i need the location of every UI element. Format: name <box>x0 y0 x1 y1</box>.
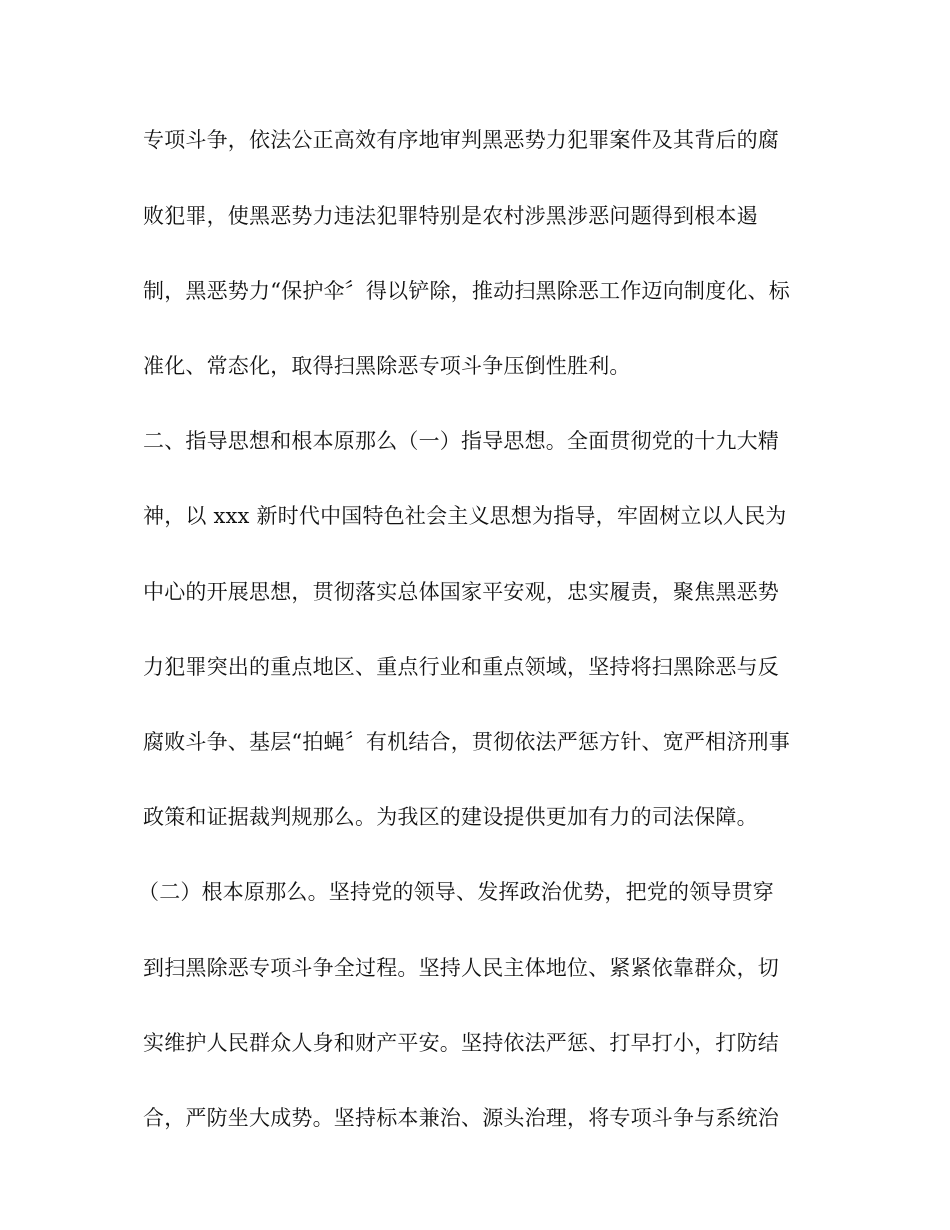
subsection-heading-line: （二）根本原那么。坚持党的领导、发挥政治优势，把党的领导贯穿 <box>138 880 774 904</box>
text-line: 准化、常态化，取得扫黑除恶专项斗争压倒性胜利。 <box>143 354 631 378</box>
text-line: 力犯罪突出的重点地区、重点行业和重点领域，坚持将扫黑除恶与反 <box>143 655 779 679</box>
text-line: 政策和证据裁判规那么。为我区的建设提供更加有力的司法保障。 <box>143 805 758 829</box>
text-line: 到扫黑除恶专项斗争全过程。坚持人民主体地位、紧紧依靠群众，切 <box>143 956 779 980</box>
text-line: 腐败斗争、基层“拍蝇〞有机结合，贯彻依法严惩方针、宽严相济刑事 <box>143 730 790 754</box>
text-line: 合，严防坐大成势。坚持标本兼治、源头治理，将专项斗争与系统治 <box>143 1106 779 1130</box>
text-line: 专项斗争，依法公正高效有序地审判黑恶势力犯罪案件及其背后的腐 <box>143 128 779 152</box>
text-line: 中心的开展思想，贯彻落实总体国家平安观，忠实履责，聚焦黑恶势 <box>143 580 779 604</box>
text-line: 神，以 xxx 新时代中国特色社会主义思想为指导，牢固树立以人民为 <box>143 504 787 528</box>
section-heading-line: 二、指导思想和根本原那么（一）指导思想。全面贯彻党的十九大精 <box>143 429 779 453</box>
text-line: 制，黑恶势力“保护伞〞得以铲除，推动扫黑除恶工作迈向制度化、标 <box>143 279 790 303</box>
text-line: 实维护人民群众人身和财产平安。坚持依法严惩、打早打小，打防结 <box>143 1031 779 1055</box>
text-line: 败犯罪，使黑恶势力违法犯罪特别是农村涉黑涉恶问题得到根本遏 <box>143 204 758 228</box>
